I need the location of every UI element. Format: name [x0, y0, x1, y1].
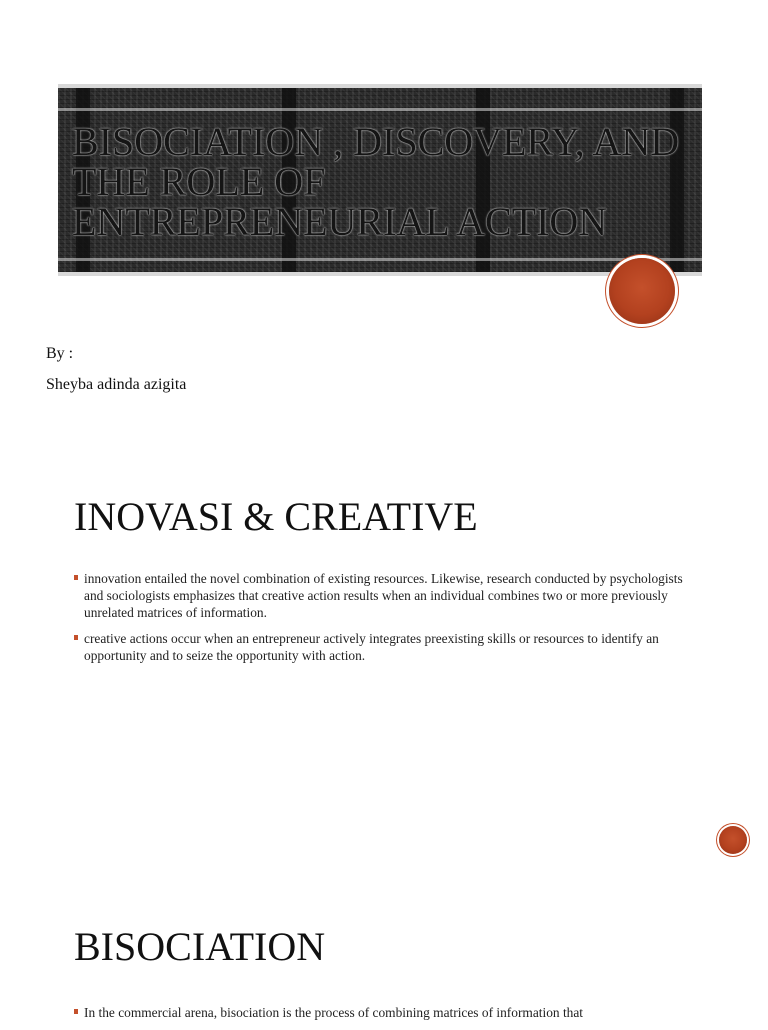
author-name: Sheyba adinda azigita	[46, 376, 187, 393]
by-label: By :	[46, 345, 74, 362]
slide-3	[0, 880, 768, 1024]
list-item	[74, 630, 704, 664]
bullet-text: creative actions occur when an entrepreneur actively integrates preexisting skills or resources to identify an opportunity and to seize the opportunity with action.	[84, 631, 659, 663]
bullet-marker	[74, 1009, 78, 1014]
banner-texture-stripe	[58, 108, 702, 111]
slide-2	[0, 440, 768, 880]
bullet-list	[74, 1004, 704, 1030]
byline	[46, 338, 186, 400]
section-title-inovasi: INOVASI & CREATIVE	[74, 494, 478, 539]
bullet-text: innovation entailed the novel combination of existing resources. Likewise, research conducted by psychologists and sociologists emphasizes that creative action results when an individual combines two or more previously unrelated matrices of information.	[84, 571, 683, 620]
bullet-text: In the commercial arena, bisociation is the process of combining matrices of information that	[84, 1005, 584, 1020]
section-title-bisociation: BISOCIATION	[74, 924, 326, 969]
bullet-list	[74, 570, 704, 673]
decorative-circle	[609, 258, 675, 324]
slide-1	[0, 0, 768, 440]
list-item	[74, 1004, 704, 1021]
bullet-marker	[74, 635, 78, 640]
list-item	[74, 570, 704, 621]
bullet-marker	[74, 575, 78, 580]
decorative-circle	[719, 826, 747, 854]
title-banner	[58, 84, 702, 276]
main-title: BISOCIATION , DISCOVERY, AND THE ROLE OF ENTREPRENEURIAL ACTION	[72, 119, 680, 244]
banner-texture-stripe	[58, 258, 702, 261]
